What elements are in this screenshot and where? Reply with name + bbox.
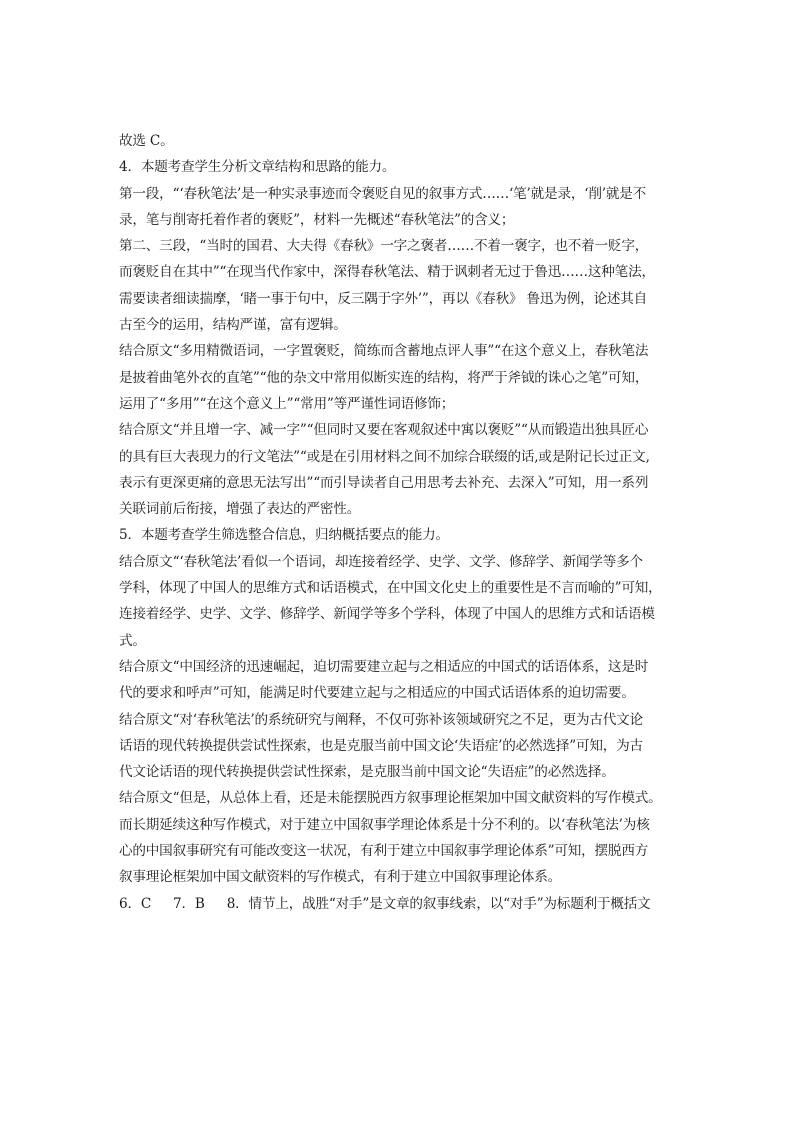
text-line: 结合原文“‘春秋笔法’看似一个语词，却连接着经学、史学、文学、修辞学、新闻学等多个 [119,553,643,570]
text-line: 结合原文“但是，从总体上看，还是未能摆脱西方叙事理论框架加中国文献资料的写作模式。 [119,790,662,807]
text-line: 结合原文“并且增一字、减一字”“但同时又要在客观叙述中寓以褒贬”“从而锻造出独具匠心 [119,422,649,439]
text-line: 而褒贬自在其中”“在现当代作家中，深得春秋笔法、精于讽刺者无过于鲁迅……这种笔法， [119,264,655,281]
text-line: 叙事理论框架加中国文献资料的写作模式，有利于建立中国叙事理论体系。 [119,869,561,886]
text-line: 学科，体现了中国人的思维方式和话语模式，在中国文化史上的重要性是不言而喻的”可知， [119,580,662,597]
text-line: 而长期延续这种写作模式，对于建立中国叙事学理论体系是十分不利的。以‘春秋笔法’为核 [119,816,650,833]
text-line: 录，笔与削寄托着作者的褒贬”，材料一先概述“春秋笔法”的含义； [119,211,515,228]
text-line: 心的中国叙事研究有可能改变这一状况，有利于建立中国叙事学理论体系”可知，摆脱西方 [119,843,649,860]
text-line: 故选 C。 [119,133,174,149]
text-line: 连接着经学、史学、文学、修辞学、新闻学等多个学科，体现了中国人的思维方式和话语模 [119,606,655,623]
text-line: 结合原文“多用精微语词，一字置褒贬，简练而含蓄地点评人事”“在这个意义上，春秋笔法 [119,343,649,360]
answer-7: 7．B [173,895,205,912]
question-4-heading: 4．本题考查学生分析文章结构和思路的能力。 [119,159,396,176]
question-5-heading: 5．本题考查学生筛选整合信息，归纳概括要点的能力。 [119,527,449,544]
answers-line [119,891,679,917]
text-line: 代的要求和呼声”可知，能满足时代要建立起与之相适应的中国式话语体系的迫切需要。 [119,685,635,702]
text-line: 的具有巨大表现力的行文笔法”“或是在引用材料之间不加综合联缀的话,或是附记长过正文, [119,448,650,465]
text-line: 式。 [119,632,146,649]
document-body [119,128,679,917]
text-line: 结合原文“中国经济的迅速崛起，迫切需要建立起与之相适应的中国式的话语体系，这是时 [119,658,649,675]
answer-6: 6．C [119,895,152,912]
text-line: 结合原文“对‘春秋笔法’的系统研究与阐释，不仅可弥补该领域研究之不足，更为古代文论 [119,711,643,728]
text-line: 代文论话语的现代转换提供尝试性探索，是克服当前中国文论“失语症”的必然选择。 [119,764,615,781]
text-line: 第二、三段，“当时的国君、大夫得《春秋》一字之褒者……不着一褒字，也不着一贬字， [119,238,649,255]
text-line: 运用了“多用”“在这个意义上”“常用”等严谨性词语修饰； [119,395,455,412]
text-line: 是披着曲笔外衣的直笔”“他的杂文中常用似断实连的结构，将严于斧钺的诛心之笔”可知， [119,369,649,386]
answer-8: 8．情节上，战胜“对手”是文章的叙事线索，以“对手”为标题利于概括文 [226,895,651,912]
text-line: 话语的现代转换提供尝试性探索，也是克服当前中国文论‘失语症’的必然选择”可知，为古 [119,737,643,754]
text-line: 第一段，“‘春秋笔法’是一种实录事迹而令褒贬自见的叙事方式……‘笔’就是录，‘削’就是不 [119,185,647,202]
text-line: 需要读者细读揣摩，‘睹一事于句中，反三隅于字外’”，再以《春秋》 鲁迅为例，论述其自 [119,290,648,307]
text-line: 表示有更深更痛的意思无法写出”“而引导读者自己用思考去补充、去深入”可知，用一系列 [119,474,649,491]
text-line: 古至今的运用，结构严谨，富有逻辑。 [119,317,347,334]
text-line: 关联词前后衔接，增强了表达的严密性。 [119,501,361,518]
